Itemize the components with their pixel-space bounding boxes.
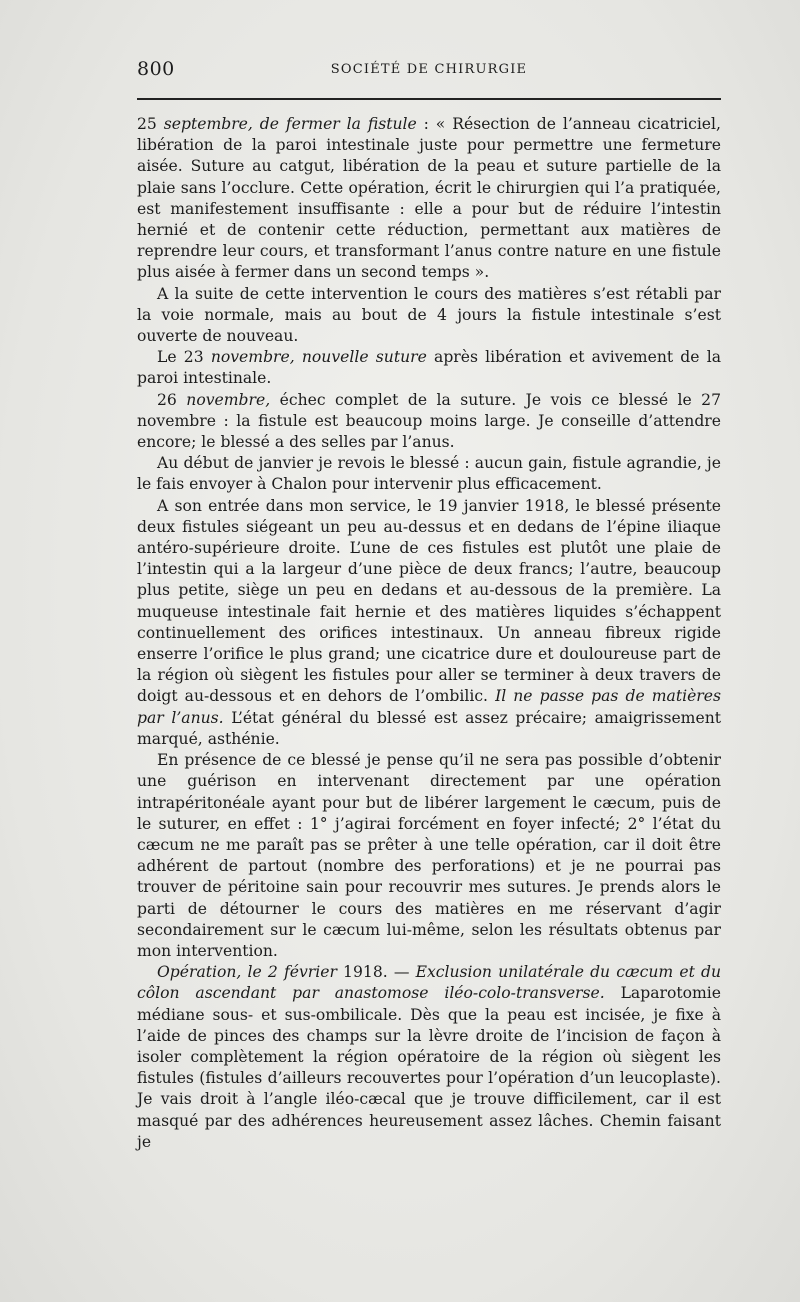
- italic-run: Opération, le 2 février: [157, 963, 337, 982]
- text-run: Au début de janvier je revois le blessé : aucun gain, fistule agrandie, je le fais envoyer à Chalon pour intervenir plus efficacement.: [137, 454, 721, 494]
- italic-run: novembre,: [186, 390, 271, 409]
- paragraph: [137, 284, 721, 348]
- text-run: L’état général du blessé est assez précaire; amaigrissement marqué, asthénie.: [137, 708, 722, 748]
- paragraph: [137, 114, 721, 284]
- paragraph: [137, 962, 721, 1153]
- paragraph: [137, 390, 721, 454]
- italic-run: septembre, de fermer la fistule: [163, 115, 417, 133]
- header-rule: [137, 98, 721, 100]
- paragraph: [137, 453, 721, 495]
- text-run: En présence de ce blessé je pense qu’il ne sera pas possible d’obtenir une guérison en intervenant directement par une opération intrapéritonéale ayant pour but de libérer largement le cæcum, puis de le suturer, en effet : 1° j’agirai forcément en foyer infecté; 2° l’état du cæcum ne me paraît pas se prêter à une telle opération, car il doit être adhérent de partout (nombre des perforations) et je ne pourrai pas trouver de péritoine sain pour recouvrir mes sutures. Je prends alors le parti de détourner le cours des matières en me réservant d’agir secondairement sur le cæcum lui-même, selon les résultats obtenus par mon intervention.: [137, 751, 721, 960]
- text-run: A son entrée dans mon service, le 19 janvier 1918, le blessé présente deux fistules siégeant un peu au-dessus et en dedans de l’épine iliaque antéro-supérieure droite. L’une de ces fistules est plutôt une plaie de l’intestin qui a la largeur d’une pièce de deux francs; l’autre, beaucoup plus petite, siège un peu en dedans et au-dessous de la première. La muqueuse intestinale fait hernie et des matières liquides s’échappent continuellement des orifices intestinaux. Un anneau fibreux rigide enserre l’orifice le plus grand; une cicatrice dure et douloureuse part de la région où siègent les fistules pour aller se terminer à deux travers de doigt au-dessous et en dehors de l’ombilic.: [137, 496, 721, 706]
- text-run: Le 23: [157, 348, 211, 367]
- text-run: 26: [157, 390, 187, 409]
- italic-run: novembre, nouvelle suture: [210, 348, 427, 367]
- text-run: 1918. —: [336, 963, 416, 982]
- body-text: [137, 114, 721, 1153]
- text-run: : « Résection de l’anneau cicatriciel, libération de la paroi intestinale juste pour permettre une fermeture aisée. Suture au catgut, libération de la peau et suture partielle de la plaie sans l’occlure. Cette opération, écrit le chirurgien qui l’a pratiquée, est manifestement insuffisante : elle a pour but de réduire l’intestin hernié et de contenir cette réduction, permettant aux matières de reprendre leur cours, et transformant l’anus contre nature en une fistule plus aisée à fermer dans un second temps ».: [137, 115, 721, 282]
- paragraph: [137, 750, 721, 962]
- italic-run: Exclusion unilatérale du cæcum et du côlon ascendant par anastomose iléo-colo-transverse.: [137, 963, 722, 1003]
- text-run: après libération et avivement de la paroi intestinale.: [137, 348, 721, 388]
- italic-run: Il ne passe pas de matières par l’anus.: [137, 687, 721, 727]
- running-title: SOCIÉTÉ DE CHIRURGIE: [330, 62, 528, 77]
- page-number: 800: [137, 58, 175, 80]
- text-run: Laparotomie médiane sous- et sus-ombilicale. Dès que la peau est incisée, je fixe à l’aide de pinces des champs sur la lèvre droite de l’incision de façon à isoler complètement la région opératoire de la région où siègent les fistules (fistules d’ailleurs recouvertes pour l’opération d’un leucoplaste). Je vais droit à l’angle iléo-cæcal que je trouve difficilement, car il est masqué par des adhérences heureusement assez lâches. Chemin faisant je: [137, 984, 721, 1151]
- text-run: 25: [137, 115, 164, 133]
- text-run: A la suite de cette intervention le cours des matières s’est rétabli par la voie normale, mais au bout de 4 jours la fistule intestinale s’est ouverte de nouveau.: [137, 284, 721, 346]
- page-header: [137, 58, 721, 88]
- paragraph: [137, 347, 721, 389]
- paragraph: [137, 496, 721, 750]
- text-run: échec complet de la suture. Je vois ce blessé le 27 novembre : la fistule est beaucoup moins large. Je conseille d’attendre encore; le blessé a des selles par l’anus.: [137, 390, 721, 452]
